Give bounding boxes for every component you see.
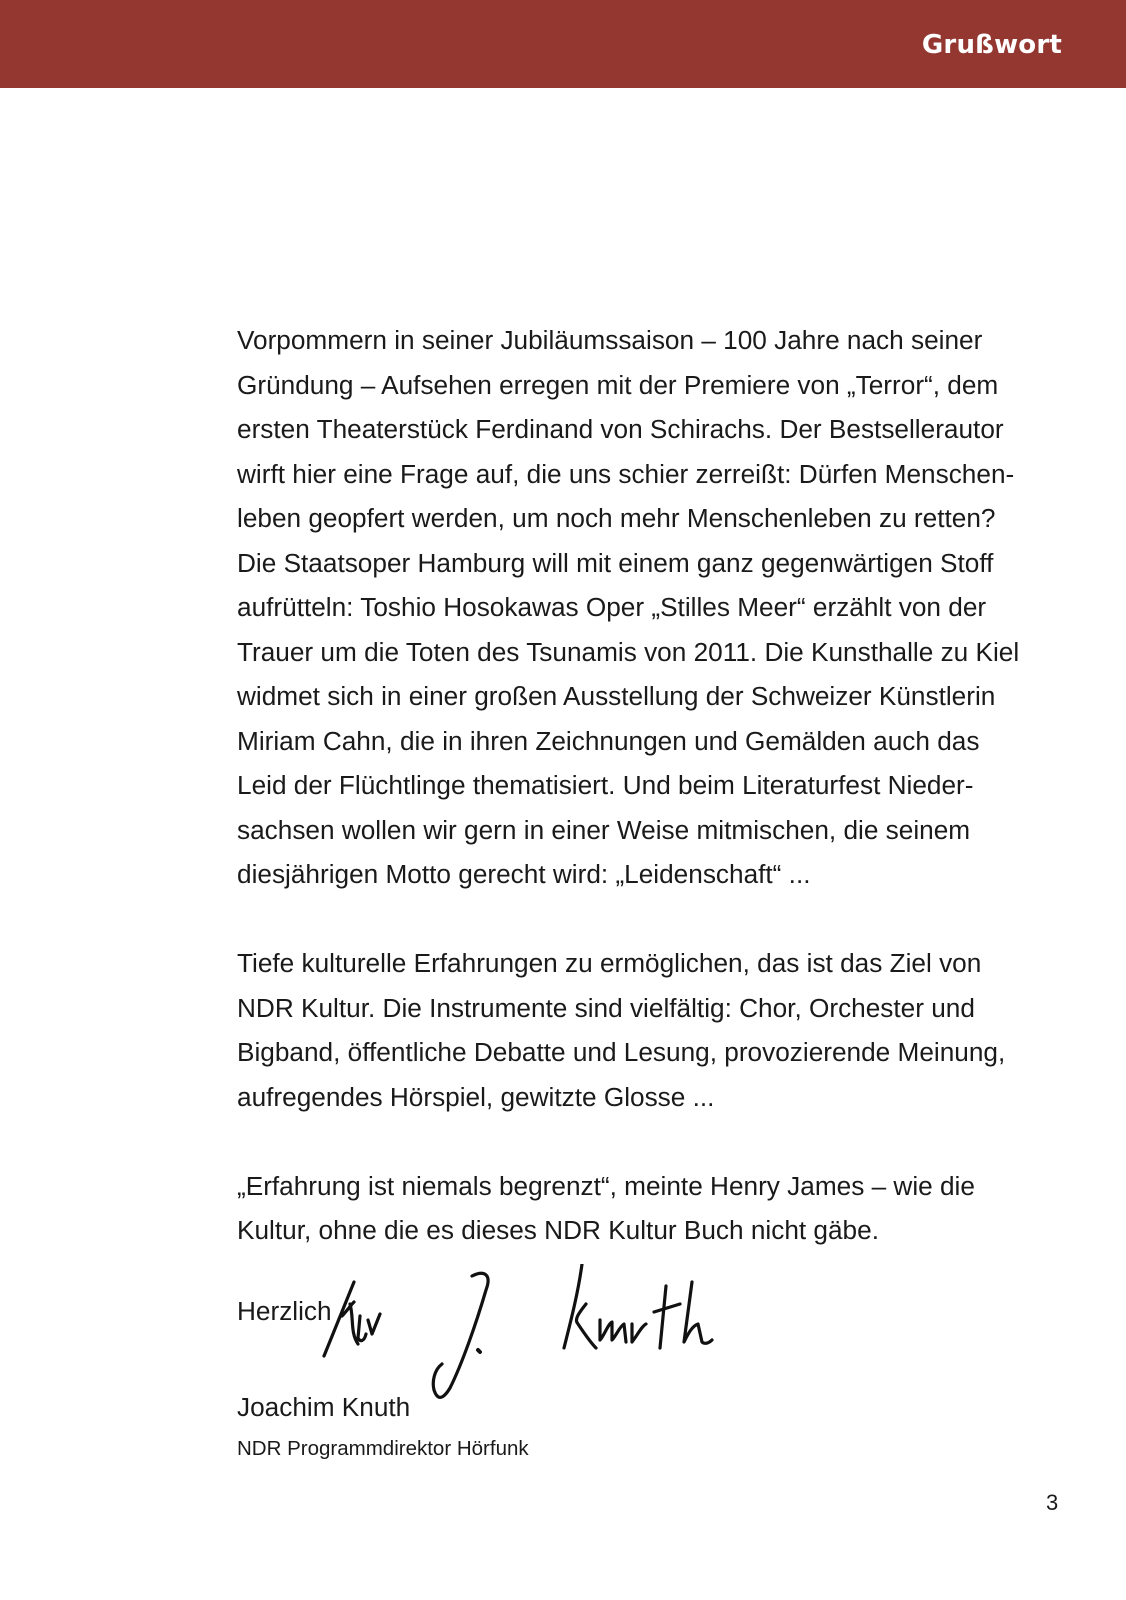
text-line: Gründung – Aufsehen erregen mit der Premiere von „Terror“, dem <box>237 369 999 400</box>
paragraph-1 <box>237 318 1067 897</box>
text-line: Tiefe kulturelle Erfahrungen zu ermöglichen, das ist das Ziel von <box>237 948 982 978</box>
page-number: 3 <box>1046 1490 1059 1515</box>
section-title: Grußwort <box>921 30 1062 60</box>
text-line: Die Staatsoper Hamburg will mit einem ganz gegenwärtigen Stoff <box>237 547 994 578</box>
text-line: leben geopfert werden, um noch mehr Menschenleben zu retten? <box>237 503 996 533</box>
text-line: widmet sich in einer großen Ausstellung der Schweizer Künstlerin <box>237 681 996 711</box>
text-line: diesjährigen Motto gerecht wird: „Leidenschaft“ ... <box>237 859 811 889</box>
letter-body <box>237 318 1067 1253</box>
paragraph-3 <box>237 1164 1067 1253</box>
text-line: Trauer um die Toten des Tsunamis von 2011. Die Kunsthalle zu Kiel <box>237 636 1020 667</box>
text-line: „Erfahrung ist niemals begrenzt“, meinte Henry James – wie die <box>237 1170 975 1201</box>
text-line: aufrütteln: Toshio Hosokawas Oper „Stilles Meer“ erzählt von der <box>237 592 987 622</box>
text-line: sachsen wollen wir gern in einer Weise mitmischen, die seinem <box>237 814 971 845</box>
signatory-role: NDR Programmdirektor Hörfunk <box>237 1437 529 1460</box>
text-line: NDR Kultur. Die Instrumente sind vielfältig: Chor, Orchester und <box>237 992 975 1023</box>
text-line: Vorpommern in seiner Jubiläumssaison – 100 Jahre nach seiner <box>237 325 983 355</box>
paragraph-2 <box>237 941 1067 1119</box>
closing-greeting: Herzlich <box>237 1296 332 1326</box>
text-line: Miriam Cahn, die in ihren Zeichnungen und Gemälden auch das <box>237 725 980 756</box>
text-line: wirft hier eine Frage auf, die uns schier zerreißt: Dürfen Menschen- <box>237 458 1015 489</box>
text-line: aufregendes Hörspiel, gewitzte Glosse ... <box>237 1081 715 1112</box>
text-line: ersten Theaterstück Ferdinand von Schirachs. Der Bestsellerautor <box>237 414 1004 444</box>
header-bar <box>0 0 1126 88</box>
text-line: Bigband, öffentliche Debatte und Lesung, provozierende Meinung, <box>237 1037 1006 1067</box>
text-line: Kultur, ohne die es dieses NDR Kultur Buch nicht gäbe. <box>237 1215 879 1245</box>
signatory-name: Joachim Knuth <box>237 1392 411 1422</box>
text-line: Leid der Flüchtlinge thematisiert. Und beim Literaturfest Nieder- <box>237 770 974 800</box>
